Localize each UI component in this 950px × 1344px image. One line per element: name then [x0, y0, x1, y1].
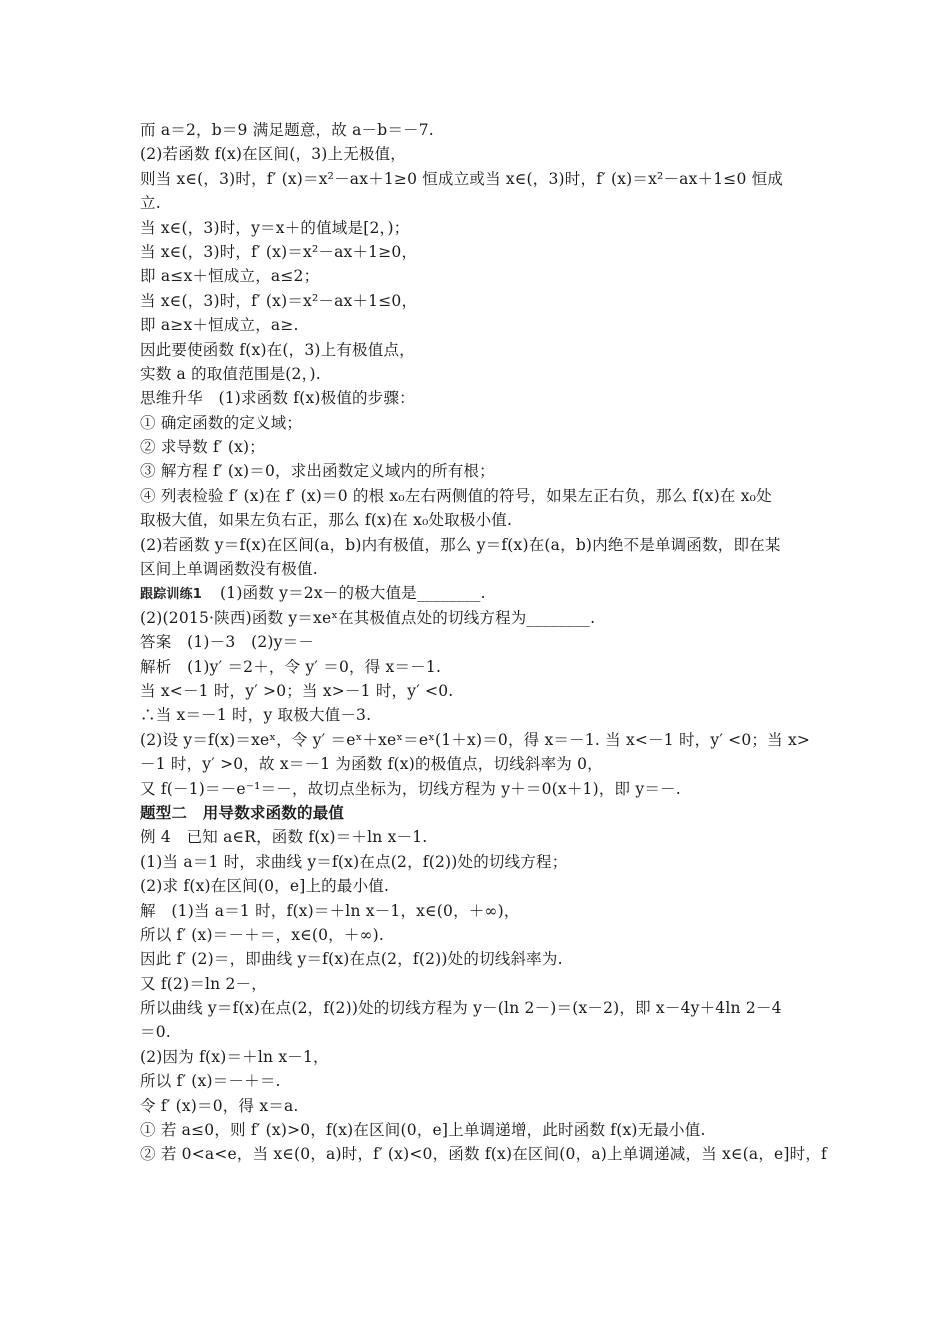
text-line: 所以 f′ (x)＝－＋＝，x∈(0，＋∞).: [140, 925, 385, 944]
text-line: ② 求导数 f′ (x)；: [140, 438, 265, 457]
text-line: 因此要使函数 f(x)在(，3)上有极值点，: [140, 340, 415, 359]
text-line: (2)若函数 y＝f(x)在区间(a，b)内有极值，那么 y＝f(x)在(a，b)内绝不是单调函数，即在某: [140, 535, 781, 554]
text-line: (1)当 a＝1 时，求曲线 y＝f(x)在点(2，f(2))处的切线方程；: [140, 852, 568, 871]
text-line: ① 若 a≤0，则 f′ (x)>0，f(x)在区间(0，e]上单调递增，此时函数 f(x)无最小值.: [140, 1121, 706, 1140]
text-line: 思维升华 (1)求函数 f(x)极值的步骤：: [140, 389, 415, 408]
text-line: 所以曲线 y＝f(x)在点(2，f(2))处的切线方程为 y－(ln 2－)＝(x－2)，即 x－4y＋4ln 2－4: [140, 999, 782, 1018]
text-line: 令 f′ (x)＝0，得 x＝a.: [140, 1096, 299, 1115]
text-line: ④ 列表检验 f′ (x)在 f′ (x)＝0 的根 x₀左右两侧值的符号，如果左正右负，那么 f(x)在 x₀处: [140, 486, 772, 505]
text-line: 例 4 已知 a∈R，函数 f(x)＝＋ln x－1.: [140, 828, 428, 847]
text-line: ③ 解方程 f′ (x)＝0，求出函数定义域内的所有根；: [140, 462, 495, 481]
text-line: ＝0.: [140, 1023, 171, 1042]
answer-block: [140, 606, 820, 801]
text-line: －1 时，y′ >0，故 x＝－1 为函数 f(x)的极值点，切线斜率为 0，: [140, 755, 603, 774]
text-line: 则当 x∈(，3)时，f′ (x)＝x²－ax＋1≥0 恒成立或当 x∈(，3)时，f′ (x)＝x²－ax＋1≤0 恒成: [140, 169, 784, 188]
text-line: 解 (1)当 a＝1 时，f(x)＝＋ln x－1，x∈(0，＋∞)，: [140, 901, 520, 920]
text-line: ② 若 0<a<e，当 x∈(0，a)时，f′ (x)<0，函数 f(x)在区间(0，a)上单调递减，当 x∈(a，e]时，f: [140, 1145, 827, 1164]
text-line: 实数 a 的取值范围是(2，).: [140, 364, 321, 383]
text-line: 立.: [140, 194, 161, 213]
text-line: 解析 (1)y′ ＝2＋，令 y′ ＝0，得 x＝－1.: [140, 657, 442, 676]
text-line: 又 f(－1)＝－e⁻¹＝－，故切点坐标为，切线方程为 y＋＝0(x＋1)，即 y＝－.: [140, 779, 681, 798]
text-line: 即 a≤x＋恒成立，a≤2；: [140, 267, 320, 286]
text-line: (2)若函数 f(x)在区间(，3)上无极值，: [140, 145, 407, 164]
text-line: 取极大值，如果左负右正，那么 f(x)在 x₀处取极小值.: [140, 511, 513, 530]
text-line: (2)因为 f(x)＝＋ln x－1，: [140, 1047, 329, 1066]
text-line: 又 f(2)＝ln 2－，: [140, 974, 267, 993]
text-line: 所以 f′ (x)＝－＋＝.: [140, 1072, 281, 1091]
followup-tag: 跟踪训练1: [140, 587, 203, 603]
example-4-block: [140, 825, 827, 1166]
text-line: 答案 (1)－3 (2)y＝－: [140, 633, 315, 652]
text-line: ∴当 x＝－1 时，y 取极大值－3.: [140, 706, 372, 725]
text-line: 当 x∈(，3)时，f′ (x)＝x²－ax＋1≤0，: [140, 291, 418, 310]
text-line: 即 a≥x＋恒成立，a≥.: [140, 316, 299, 335]
solution-block-1: [140, 118, 820, 581]
text-line: 区间上单调函数没有极值.: [140, 560, 318, 579]
text-line: (2)求 f(x)在区间(0，e]上的最小值.: [140, 877, 390, 896]
text-line: 而 a＝2，b＝9 满足题意，故 a－b＝－7.: [140, 121, 434, 139]
text-line: 因此 f′ (2)＝，即曲线 y＝f(x)在点(2，f(2))处的切线斜率为.: [140, 950, 563, 969]
document-body: [140, 118, 827, 1167]
section-heading: 题型二 用导数求函数的最值: [140, 802, 345, 822]
followup-exercise-line: [140, 581, 820, 605]
text-line: 当 x∈(，3)时，y＝x＋的值域是[2，)；: [140, 218, 410, 237]
followup-question-1: (1)函数 y＝2x－的极大值是________.: [220, 584, 486, 603]
text-line: (2)设 y＝f(x)＝xeˣ，令 y′ ＝eˣ＋xeˣ＝eˣ(1＋x)＝0，得 x＝－1. 当 x<－1 时，y′ <0；当 x>: [140, 730, 811, 749]
text-line: 当 x∈(，3)时，f′ (x)＝x²－ax＋1≥0，: [140, 242, 418, 261]
text-line: ① 确定函数的定义域；: [140, 413, 303, 432]
text-line: 当 x<－1 时，y′ >0；当 x>－1 时，y′ <0.: [140, 681, 454, 700]
text-line: (2)(2015·陕西)函数 y＝xeˣ在其极值点处的切线方程为________.: [140, 608, 596, 627]
